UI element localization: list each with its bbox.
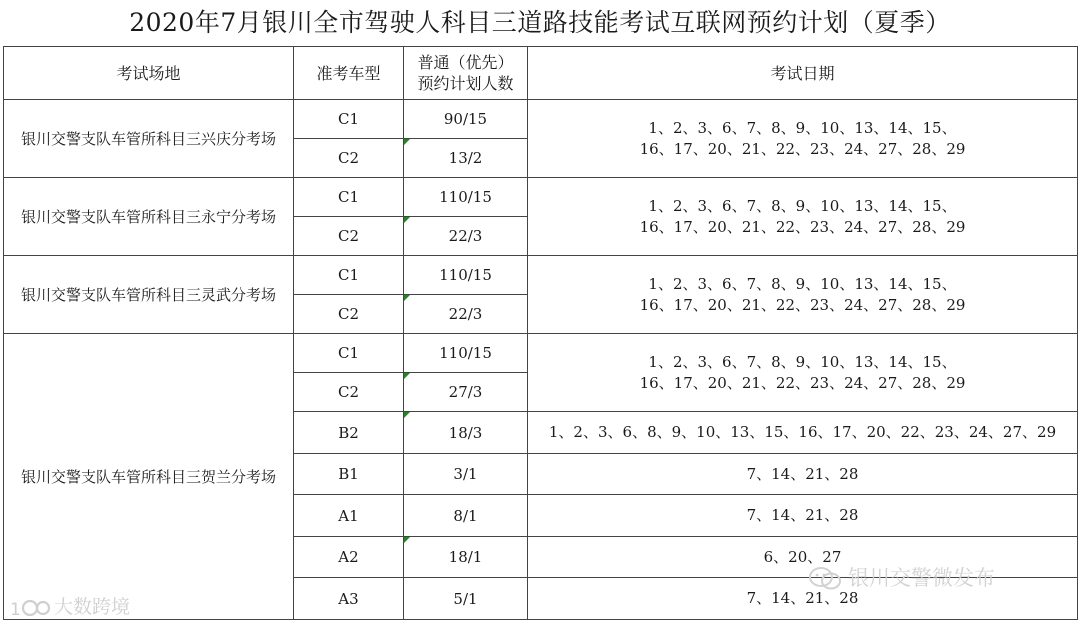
comment-marker-icon	[404, 373, 410, 379]
car-type-cell: B1	[294, 454, 404, 495]
car-type-cell: A3	[294, 578, 404, 620]
svg-text:1: 1	[10, 599, 21, 620]
header-quota	[404, 47, 528, 100]
header-quota-line1: 普通（优先）	[417, 53, 514, 72]
dates-line: 1、2、3、6、7、8、9、10、13、14、15、	[648, 274, 957, 293]
dates-line: 1、2、3、6、7、8、9、10、13、14、15、	[648, 118, 957, 137]
page-title: 2020年7月银川全市驾驶人科目三道路技能考试互联网预约计划（夏季）	[129, 8, 951, 37]
car-type-cell: C1	[294, 334, 404, 373]
car-type-cell: C2	[294, 139, 404, 178]
dates-cell: 7、14、21、28	[528, 578, 1078, 620]
dates-line: 16、17、20、21、22、23、24、27、28、29	[639, 295, 966, 314]
quota-value: 22/3	[448, 227, 483, 245]
comment-marker-icon	[404, 139, 410, 145]
quota-cell: 110/15	[404, 334, 528, 373]
car-type-cell: C2	[294, 295, 404, 334]
quota-cell: 8/1	[404, 495, 528, 537]
quota-cell	[404, 139, 528, 178]
car-type-cell: A1	[294, 495, 404, 537]
car-type-cell: A2	[294, 537, 404, 578]
dates-line: 16、17、20、21、22、23、24、27、28、29	[639, 139, 966, 158]
quota-cell: 110/15	[404, 256, 528, 295]
car-type-cell: C1	[294, 256, 404, 295]
quota-cell: 110/15	[404, 178, 528, 217]
car-type-cell: C1	[294, 178, 404, 217]
table-row	[4, 100, 1078, 139]
dates-cell: 7、14、21、28	[528, 454, 1078, 495]
table-row	[4, 178, 1078, 217]
dates-line: 1、2、3、6、7、8、9、10、13、14、15、	[648, 352, 957, 371]
car-type-cell: C2	[294, 217, 404, 256]
header-row	[4, 47, 1078, 100]
header-dates: 考试日期	[528, 47, 1078, 100]
dates-cell	[528, 334, 1078, 412]
car-type-cell: C2	[294, 373, 404, 412]
quota-cell	[404, 412, 528, 454]
watermark-left-text: 大数跨境	[54, 596, 131, 618]
dates-cell: 6、20、27	[528, 537, 1078, 578]
comment-marker-icon	[404, 217, 410, 223]
venue-xingqing: 银川交警支队车管所科目三兴庆分考场	[4, 100, 294, 178]
venue-yongning: 银川交警支队车管所科目三永宁分考场	[4, 178, 294, 256]
venue-helan: 银川交警支队车管所科目三贺兰分考场	[4, 334, 294, 620]
brand-logo-icon	[10, 596, 50, 620]
table-row	[4, 334, 1078, 373]
watermark-right	[808, 562, 995, 592]
quota-cell	[404, 217, 528, 256]
watermark-right-text: 银川交警微发布	[848, 566, 995, 590]
quota-cell	[404, 295, 528, 334]
dates-line: 16、17、20、21、22、23、24、27、28、29	[639, 373, 966, 392]
quota-value: 22/3	[448, 305, 483, 323]
wechat-icon	[808, 566, 842, 592]
header-quota-line2: 预约计划人数	[417, 74, 514, 93]
dates-cell: 1、2、3、6、8、9、10、13、15、16、17、20、22、23、24、27、29	[528, 412, 1078, 454]
comment-marker-icon	[404, 412, 410, 418]
quota-value: 18/1	[448, 548, 483, 566]
dates-cell	[528, 178, 1078, 256]
comment-marker-icon	[404, 537, 410, 543]
header-venue: 考试场地	[4, 47, 294, 100]
car-type-cell: B2	[294, 412, 404, 454]
quota-cell: 5/1	[404, 578, 528, 620]
dates-line: 16、17、20、21、22、23、24、27、28、29	[639, 217, 966, 236]
quota-cell	[404, 373, 528, 412]
table-row	[4, 256, 1078, 295]
dates-cell	[528, 100, 1078, 178]
header-car-type: 准考车型	[294, 47, 404, 100]
quota-value: 13/2	[448, 149, 483, 167]
quota-cell: 90/15	[404, 100, 528, 139]
dates-cell	[528, 256, 1078, 334]
watermark-left	[10, 592, 130, 620]
comment-marker-icon	[404, 295, 410, 301]
venue-lingwu: 银川交警支队车管所科目三灵武分考场	[4, 256, 294, 334]
quota-value: 27/3	[448, 383, 483, 401]
dates-cell: 7、14、21、28	[528, 495, 1078, 537]
quota-cell: 3/1	[404, 454, 528, 495]
car-type-cell: C1	[294, 100, 404, 139]
quota-cell	[404, 537, 528, 578]
appointment-plan-table	[3, 46, 1078, 620]
dates-line: 1、2、3、6、7、8、9、10、13、14、15、	[648, 196, 957, 215]
quota-value: 18/3	[448, 423, 483, 442]
